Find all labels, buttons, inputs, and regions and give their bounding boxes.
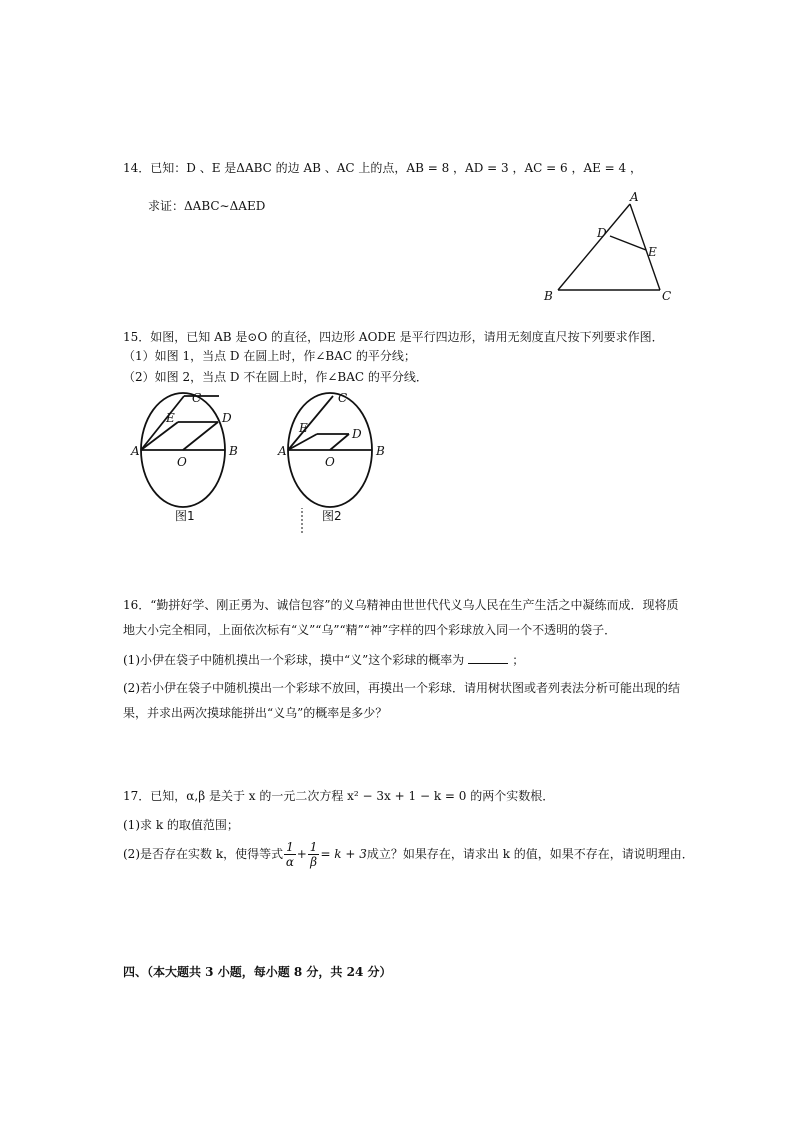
answer-blank[interactable] bbox=[468, 650, 508, 664]
fig1-label-A: A bbox=[131, 444, 140, 458]
q17-part2-text: (2)是否存在实数 k，使得等式 bbox=[123, 847, 284, 861]
q15-statement: 15．如图，已知 AB 是⊙O 的直径，四边形 AODE 是平行四边形，请用无刻度直尺按下列要求作图． bbox=[123, 330, 664, 344]
q16-part1-text: (1)小伊在袋子中随机摸出一个彩球，摸中“义”这个彩球的概率为 bbox=[123, 653, 465, 667]
fig1-label-D: D bbox=[222, 411, 232, 425]
q15-figure-1 bbox=[130, 390, 255, 530]
section-4-title: 四、（本大题共 3 小题，每小题 8 分，共 24 分） bbox=[123, 965, 392, 979]
q14-statement: 14．已知：D 、E 是ΔABC 的边 AB 、AC 上的点，AB = 8 ，AD = 3 ，AC = 6 ，AE = 4 ， bbox=[123, 161, 643, 175]
fig1-label-O: O bbox=[177, 455, 187, 469]
q16-statement-2: 地大小完全相同，上面依次标有“义”“乌”“精”“神”字样的四个彩球放入同一个不透明的袋子． bbox=[123, 623, 617, 637]
label-C: C bbox=[662, 289, 672, 303]
fig2-label-O: O bbox=[325, 455, 335, 469]
fig2-label-B: B bbox=[376, 444, 385, 458]
label-A: A bbox=[630, 190, 639, 204]
label-E: E bbox=[648, 245, 657, 259]
q14-prove: 求证：ΔABC∼ΔAED bbox=[148, 199, 266, 213]
fig2-label-C: C bbox=[338, 391, 348, 405]
q17-part2-end: 成立？如果存在，请求出 k 的值，如果不存在，请说明理由． bbox=[366, 847, 694, 861]
label-D: D bbox=[597, 226, 607, 240]
fraction-1-over-beta: $\frac{1}{\beta}$ bbox=[309, 840, 318, 869]
q15-part1: （1）如图 1，当点 D 在圆上时，作∠BAC 的平分线； bbox=[123, 349, 416, 363]
label-B: B bbox=[544, 289, 553, 303]
q16-part2-2: 果，并求出两次摸球能拼出“义乌”的概率是多少？ bbox=[123, 706, 388, 720]
fig1-caption: 图1 bbox=[175, 509, 195, 523]
q16-part1-end: ； bbox=[512, 653, 525, 667]
fig1-label-E: E bbox=[166, 411, 175, 425]
q17-part1: (1)求 k 的取值范围； bbox=[123, 818, 239, 832]
q16-statement-1: 16．“勤拼好学、刚正勇为、诚信包容”的义乌精神由世世代代义乌人民在生产生活之中凝练而成．现将质 bbox=[123, 598, 679, 612]
q15-part2: （2）如图 2，当点 D 不在圆上时，作∠BAC 的平分线． bbox=[123, 370, 428, 384]
q16-part1 bbox=[123, 650, 524, 669]
q17-part2 bbox=[123, 838, 694, 870]
fraction-1-over-alpha: $\frac{1}{\alpha}$ bbox=[285, 840, 294, 869]
equation-rhs: = k + 3 bbox=[320, 847, 367, 861]
fig2-label-A: A bbox=[278, 444, 287, 458]
fig2-label-D: D bbox=[352, 427, 362, 441]
fig2-label-E: E bbox=[299, 421, 308, 435]
fig1-label-C: C bbox=[192, 391, 202, 405]
q15-figure-2 bbox=[275, 390, 395, 535]
q17-statement: 17．已知，α,β 是关于 x 的一元二次方程 x² − 3x + 1 − k = 0 的两个实数根． bbox=[123, 789, 555, 803]
fig1-label-B: B bbox=[229, 444, 238, 458]
q14-triangle-figure bbox=[540, 190, 680, 305]
plus-sign: + bbox=[296, 847, 307, 861]
fig2-caption: 图2 bbox=[322, 509, 342, 523]
q16-part2-1: (2)若小伊在袋子中随机摸出一个彩球不放回，再摸出一个彩球．请用树状图或者列表法分析可能出现的结 bbox=[123, 681, 681, 695]
